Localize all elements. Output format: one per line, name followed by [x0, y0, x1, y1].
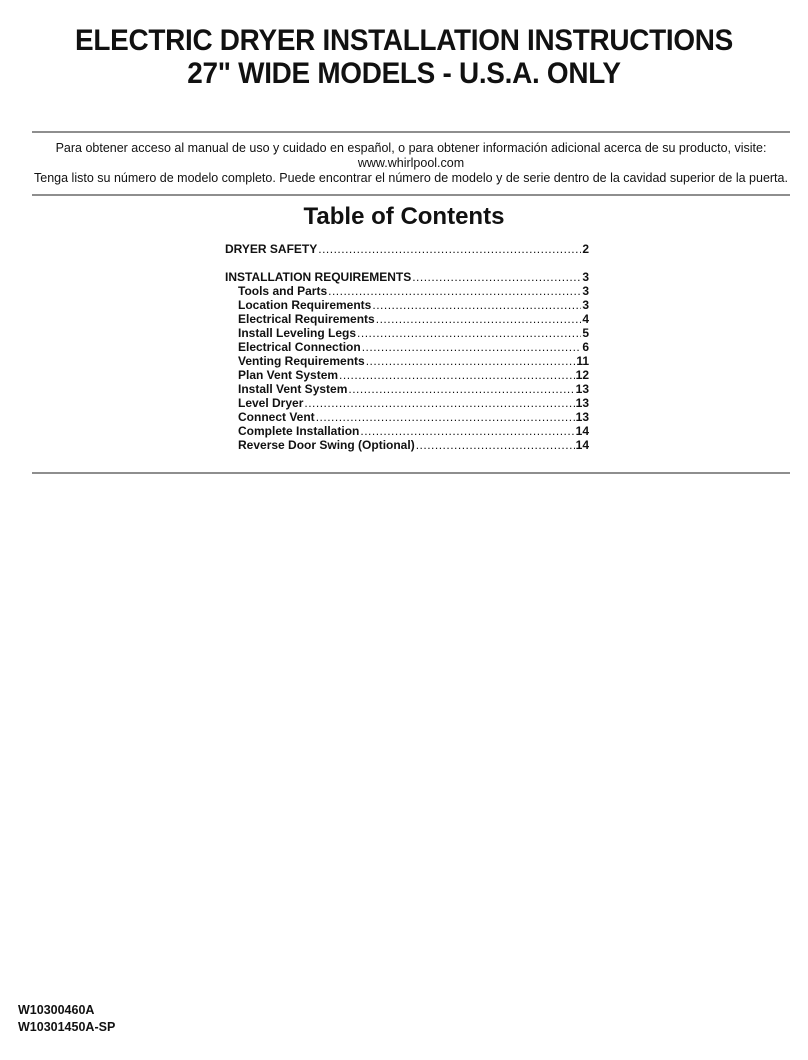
- toc-entry-label: Plan Vent System: [238, 368, 339, 382]
- toc-entry-label: Connect Vent: [238, 410, 315, 424]
- toc-leader-dots: [372, 298, 581, 312]
- toc-entry-label: Electrical Requirements: [238, 312, 375, 326]
- toc-entry-level-dryer: [225, 396, 589, 410]
- toc-leader-dots: [316, 410, 575, 424]
- toc-entry-label: Level Dryer: [238, 396, 304, 410]
- toc-leader-dots: [339, 368, 575, 382]
- toc-entry-label: Venting Requirements: [238, 354, 365, 368]
- toc-entry-plan-vent-system: [225, 368, 589, 382]
- title-line-2: 27" WIDE MODELS - U.S.A. ONLY: [187, 57, 621, 90]
- toc-entry-tools-and-parts: [225, 284, 589, 298]
- toc-leader-dots: [412, 270, 581, 284]
- toc-heading: Table of Contents: [303, 203, 505, 230]
- toc-entry-installation-requirements: [225, 270, 589, 284]
- title-line-1: ELECTRIC DRYER INSTALLATION INSTRUCTIONS: [75, 24, 733, 57]
- toc-entry-page: 12: [575, 368, 589, 382]
- part-numbers: [18, 1002, 115, 1036]
- toc-leader-dots: [348, 382, 574, 396]
- toc-entry-page: 14: [575, 424, 589, 438]
- document-title: [28, 24, 779, 90]
- divider-middle: [32, 194, 790, 196]
- toc-leader-dots: [360, 424, 574, 438]
- toc-entry-label: Reverse Door Swing (Optional): [238, 438, 415, 452]
- toc-entry-label: Location Requirements: [238, 298, 372, 312]
- toc-entry-install-vent-system: [225, 382, 589, 396]
- toc-leader-dots: [366, 354, 576, 368]
- part-number-spanish: W10301450A-SP: [18, 1020, 116, 1034]
- toc-entry-electrical-connection: [225, 340, 589, 354]
- toc-entry-page: 4: [582, 312, 589, 326]
- toc-entry-venting-requirements: [225, 354, 589, 368]
- spanish-note: [32, 141, 790, 186]
- toc-leader-dots: [304, 396, 574, 410]
- part-number-english: W10300460A: [18, 1003, 95, 1017]
- toc-leader-dots: [416, 438, 575, 452]
- toc-leader-dots: [357, 326, 581, 340]
- toc-entry-label: Tools and Parts: [238, 284, 328, 298]
- toc-entry-page: 3: [582, 284, 589, 298]
- toc-entry-page: 6: [582, 340, 589, 354]
- toc-entry-page: 11: [576, 354, 589, 368]
- toc-entry-complete-installation: [225, 424, 589, 438]
- toc-leader-dots: [376, 312, 582, 326]
- toc-entry-label: Install Vent System: [238, 382, 348, 396]
- spanish-note-line-1: Para obtener acceso al manual de uso y cuidado en español, o para obtener información adicional acerca de su producto, visite:: [55, 141, 767, 155]
- toc-entry-electrical-requirements: [225, 312, 589, 326]
- toc-entry-page: 13: [575, 396, 589, 410]
- toc-entry-page: 3: [582, 270, 589, 284]
- toc-leader-dots: [328, 284, 581, 298]
- toc-entry-label: Electrical Connection: [238, 340, 361, 354]
- toc-entry-connect-vent: [225, 410, 589, 424]
- divider-top: [32, 131, 790, 133]
- toc-spacer: [225, 256, 589, 270]
- toc-entry-location-requirements: [225, 298, 589, 312]
- toc-entry-page: 13: [575, 410, 589, 424]
- toc-entry-page: 2: [582, 242, 589, 256]
- spanish-note-line-3: Tenga listo su número de modelo completo. Puede encontrar el número de modelo y de serie dentro de la cavidad superior de la puerta.: [34, 171, 788, 185]
- toc-entry-label: DRYER SAFETY: [225, 242, 318, 256]
- toc-entry-page: 3: [582, 298, 589, 312]
- toc-entry-dryer-safety: [225, 242, 589, 256]
- toc-entry-reverse-door-swing: [225, 438, 589, 452]
- toc-entry-page: 14: [575, 438, 589, 452]
- toc-entry-install-leveling-legs: [225, 326, 589, 340]
- toc-leader-dots: [318, 242, 581, 256]
- toc-entry-label: Complete Installation: [238, 424, 360, 438]
- toc-entry-label: Install Leveling Legs: [238, 326, 357, 340]
- toc-leader-dots: [362, 340, 582, 354]
- toc-entry-page: 5: [582, 326, 589, 340]
- toc-entry-label: INSTALLATION REQUIREMENTS: [225, 270, 412, 284]
- website-link: www.whirlpool.com: [357, 156, 465, 170]
- table-of-contents: [225, 242, 589, 452]
- toc-entry-page: 13: [575, 382, 589, 396]
- divider-bottom: [32, 472, 790, 474]
